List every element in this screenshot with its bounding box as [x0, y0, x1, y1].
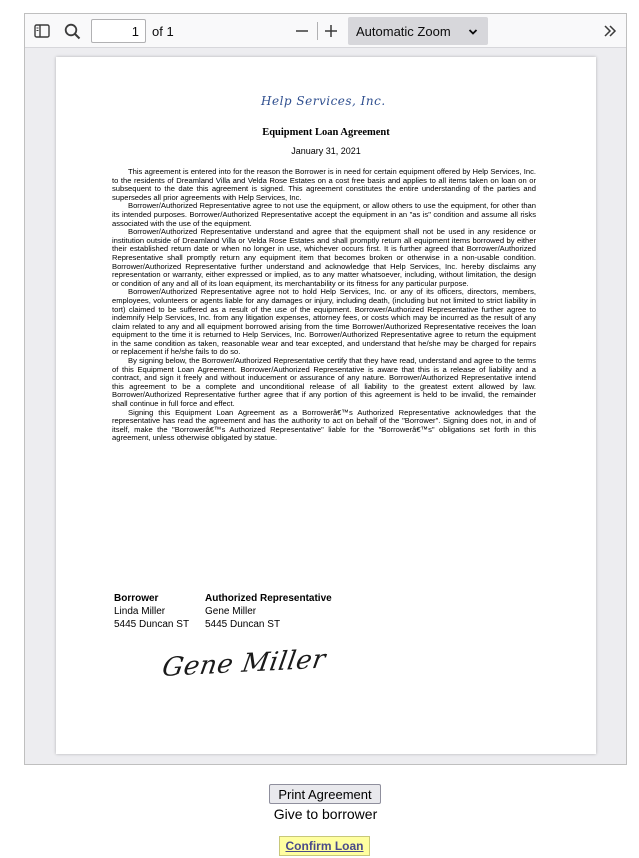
representative-column: [205, 593, 332, 631]
borrower-header: Borrower: [114, 593, 159, 604]
agreement-paragraph: By signing below, the Borrower/Authorized Representative certify that they have read, understand and agree to the terms of this Equipment Loan Agreement. Borrower/Authorized Representative is aware that this is a release of liability and a contract, and sign it freely and without inducement or assurance of any nature. Borrower/Authorized Representative intend this agreement to be a complete and unconditional release of all liability to the greatest extent allowed by law. Borrower/Authorized Representative further agree that if any portion of this agreement is held to be invalid, the remainder shall continue in full force and effect.: [112, 356, 536, 409]
agreement-paragraph: Borrower/Authorized Representative agree not to hold Help Services, Inc. or any of its officers, directors, members, employees, volunteers or agents liable for any damages or injury, including death, (including but not limited to strict liability in tort) claimed to be suffered as a result of the use of the equipment. Borrower/Authorized Representative further agree to indemnify Help Services, Inc. from any litigation expenses, attorney fees, or costs which may be incurred as the result of any claim related to any and all equipment borrowed arising from the time Borrower/Authorized Representative receives the loan equipment to the time it is returned to Help Services, Inc. Borrower/Authorized Representative agree to return the equipment in the same condition as taken, reasonable wear and tear excepted, and understand that he/she may be charged for repairs or replacement if he/she fails to do so.: [112, 287, 536, 357]
company-logo: [261, 94, 386, 108]
agreement-paragraph: Borrower/Authorized Representative agree to not use the equipment, or allow others to use the equipment, for other than its intended purposes. Borrower/Authorized Representative accept the equipment in an "as is" condition and assume all risks associated with the use of the equipment.: [112, 201, 536, 228]
minus-icon[interactable]: [291, 19, 313, 43]
zoom-select[interactable]: [348, 17, 488, 45]
borrower-name: Linda Miller: [114, 605, 166, 617]
zoom-select-value: Automatic Zoom: [356, 23, 451, 39]
pdf-page: [56, 57, 596, 754]
sidebar-toggle-icon[interactable]: [31, 19, 53, 43]
borrower-address: 5445 Duncan ST: [114, 618, 190, 630]
borrower-column: [114, 593, 189, 631]
print-agreement-button[interactable]: Print Agreement: [269, 784, 381, 804]
pdf-viewer: [24, 13, 627, 765]
viewer-toolbar: [25, 14, 626, 48]
logo-text: Help Services, Inc.: [261, 94, 386, 108]
handwritten-signature: Gene Miller: [160, 644, 328, 683]
representative-address: 5445 Duncan ST: [205, 618, 281, 630]
document-date: January 31, 2021: [291, 146, 361, 156]
agreement-paragraph: Signing this Equipment Loan Agreement as a Borrowerâ€™s Authorized Representative acknowledges that the representative has read the agreement and has the authority to act on behalf of the "Borrower". Signing does not, in and of itself, make the "Borrowerâ€™s Authorized Representative" liable for the "Borrowerâ€™s" obligations set forth in this agreement, unless otherwise obligated by statue.: [112, 407, 536, 443]
confirm-loan-button[interactable]: Confirm Loan: [279, 836, 370, 856]
agreement-paragraph: Borrower/Authorized Representative understand and agree that the equipment shall not be used in any residence or institution outside of Dreamland Villa or Velda Rose Estates and shall promptly return all equipment items borrowed by either their established return date or when no longer in use, whichever occurs first. It is further agreed that Borrower/Authorized Representative shall promptly return any equipment item that becomes broken or otherwise in a non-usable condition. Borrower/Authorized Representative further understand and acknowledge that Help Services, Inc. hereby disclaims any representation or warranty, either expressed or implied, as to any matter whatsoever, including, without limitation, the design or condition of any and all of its loan equipment, its merchantability or its fitness for any particular purpose.: [112, 227, 536, 288]
representative-name: Gene Miller: [205, 605, 257, 617]
search-icon[interactable]: [61, 19, 83, 43]
agreement-body: [112, 168, 536, 443]
representative-header: Authorized Representative: [205, 593, 332, 604]
give-to-borrower-label: Give to borrower: [273, 806, 378, 822]
plus-icon[interactable]: [320, 19, 342, 43]
page-count-label: of 1: [152, 24, 174, 39]
zoom-separator: [317, 22, 318, 40]
agreement-paragraph: This agreement is entered into for the reason the Borrower is in need for certain equipment offered by Help Services, Inc. to the residents of Dreamland Villa and Velda Rose Estates on a cost free basis and applies to all items taken on loan on or subsequent to the date this agreement is signed. This agreement constitutes the entire understanding of the parties and supersedes all prior agreements with Help Services, Inc.: [112, 167, 536, 202]
document-title: Equipment Loan Agreement: [262, 127, 390, 138]
page-number-input[interactable]: [91, 19, 146, 43]
chevron-down-icon: [468, 25, 478, 40]
double-chevron-right-icon[interactable]: [599, 19, 621, 43]
